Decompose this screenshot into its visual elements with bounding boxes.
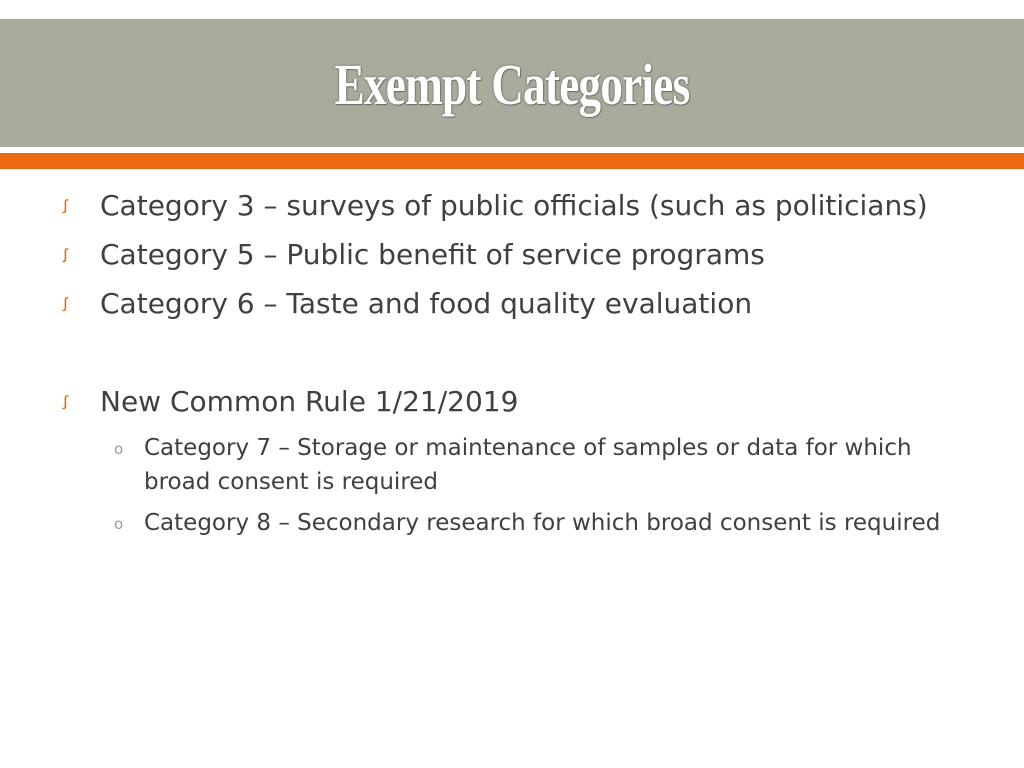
bullet-item (62, 186, 982, 226)
sub-bullet-item (114, 431, 982, 499)
circle-bullet-icon: o (114, 515, 124, 533)
bullet-text: Category 6 – Taste and food quality evaluation (100, 287, 753, 320)
title-bar (0, 19, 1024, 147)
sub-bullet-text: Category 7 – Storage or maintenance of samples or data for which broad consent is required (144, 435, 912, 495)
slide-title: Exempt Categories (334, 52, 690, 117)
sub-bullet-item (114, 506, 982, 540)
slide-body (62, 186, 982, 547)
spacer (62, 333, 982, 382)
bullet-marker-icon: ꭍ (62, 295, 69, 316)
bullet-text: Category 3 – surveys of public officials (such as politicians) (100, 189, 928, 222)
sub-bullet-text: Category 8 – Secondary research for which broad consent is required (144, 510, 941, 536)
bullet-marker-icon: ꭍ (62, 197, 69, 218)
bullet-item (62, 284, 982, 324)
bullet-marker-icon: ꭍ (62, 246, 69, 267)
bullet-marker-icon: ꭍ (62, 393, 69, 414)
accent-band (0, 153, 1024, 169)
bullet-text: New Common Rule 1/21/2019 (100, 385, 519, 418)
bullet-item (62, 235, 982, 275)
bullet-item-common-rule (62, 382, 982, 422)
bullet-text: Category 5 – Public benefit of service programs (100, 238, 765, 271)
circle-bullet-icon: o (114, 440, 124, 458)
